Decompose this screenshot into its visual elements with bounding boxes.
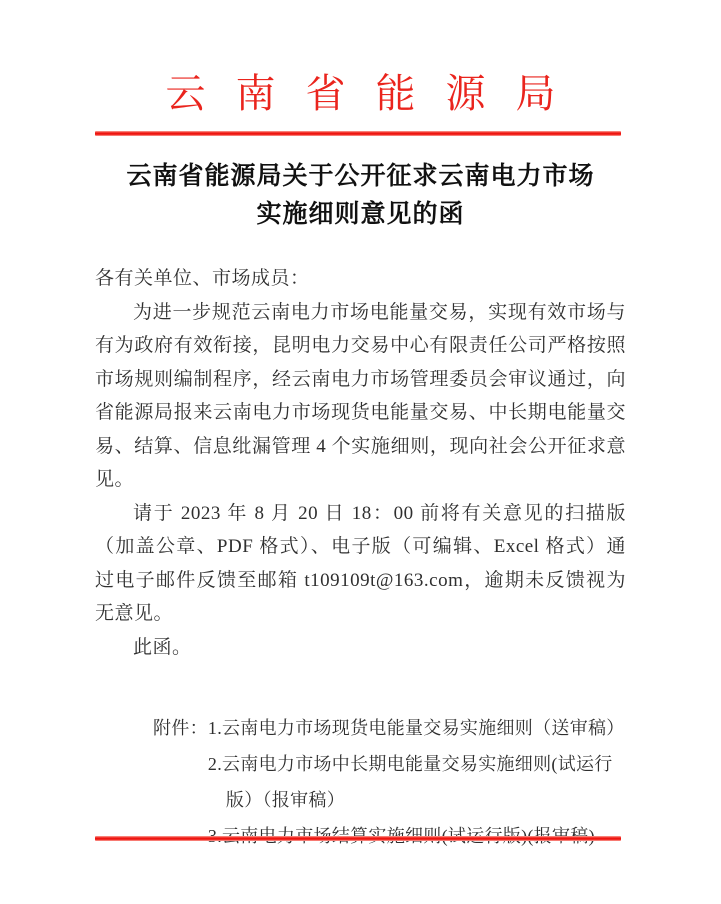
attachment-item-1: 1.云南电力市场现货电能量交易实施细则（送审稿） <box>207 718 625 738</box>
letterhead <box>0 0 721 118</box>
salutation: 各有关单位、市场成员： <box>95 268 310 289</box>
document-title-line-1: 云南省能源局关于公开征求云南电力市场 <box>126 163 595 190</box>
letterhead-agency-title: 云南省能源局 <box>165 71 586 116</box>
attachments-block <box>95 710 626 854</box>
paragraph-purpose: 为进一步规范云南电力市场电能量交易，实现有效市场与有为政府有效衔接，昆明电力交易中心有限责任公司严格按照市场规则编制程序，经云南电力市场管理委员会审议通过，向省能源局报来云南电力市场现货电能量交易、中长期电能量交易、结算、信息纰漏管理 4 个实施细则，现向社会公开征求意见。 <box>95 301 626 490</box>
letterhead-divider-line <box>95 131 621 136</box>
paragraph-closing: 此函。 <box>133 636 192 658</box>
document-title <box>0 158 721 234</box>
attachments-label: 附件： <box>153 718 208 738</box>
document-title-line-2: 实施细则意见的函 <box>256 201 465 228</box>
paragraph-feedback-instructions: 请于 2023 年 8 月 20 日 18：00 前将有关意见的扫描版（加盖公章、PDF 格式）、电子版（可编辑、Excel 格式）通过电子邮件反馈至邮箱 t109109t@163.com，逾期未反馈视为无意见。 <box>95 502 626 624</box>
attachments-list <box>208 710 625 854</box>
footer-divider-line <box>95 836 621 841</box>
attachment-item-2-line-2: 版）（报审稿） <box>225 790 346 810</box>
attachment-item-2-line-1: 2.云南电力市场中长期电能量交易实施细则(试运行 <box>207 754 613 774</box>
letter-body <box>95 262 626 854</box>
